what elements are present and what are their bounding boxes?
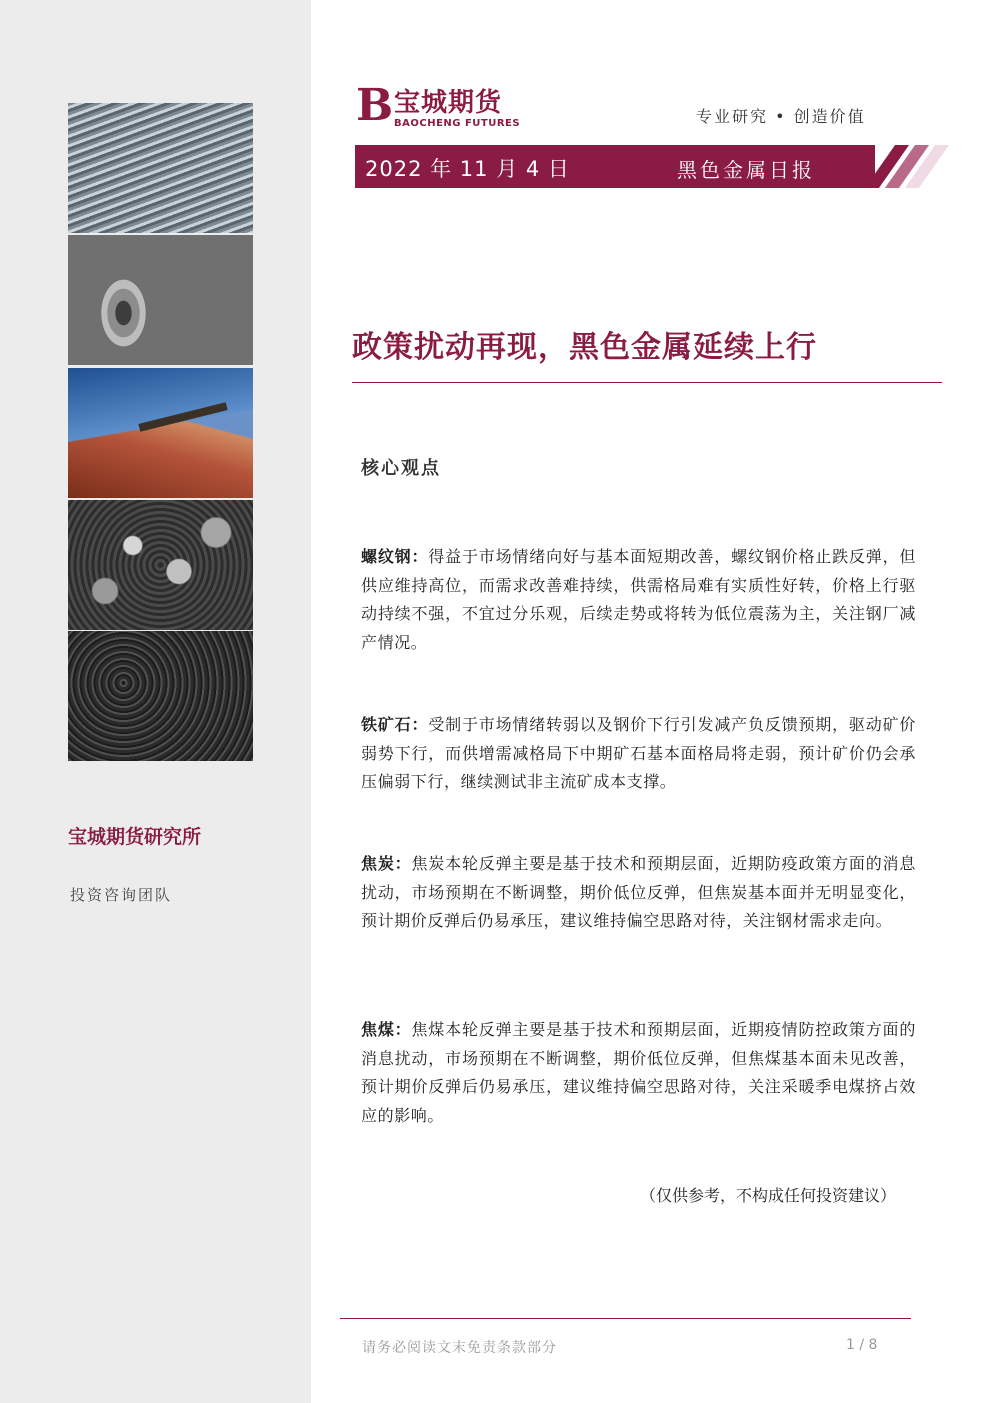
paragraph-text: 受制于市场情绪转弱以及钢价下行引发减产负反馈预期，驱动矿价弱势下行，而供增需减格局下中期矿石基本面格局将走弱，预计矿价仍会承压偏弱下行，继续测试非主流矿成本支撑。 bbox=[361, 715, 917, 791]
paragraph-rebar bbox=[361, 543, 916, 657]
footer-divider bbox=[340, 1318, 911, 1319]
section-heading: 核心观点 bbox=[361, 458, 441, 479]
report-type: 黑色金属日报 bbox=[677, 158, 815, 182]
logo-chinese-name: 宝城期货 bbox=[394, 88, 503, 118]
company-logo bbox=[356, 80, 526, 134]
report-banner bbox=[355, 145, 875, 188]
baocheng-b-logo-icon: B bbox=[356, 80, 394, 131]
paragraph-label: 铁矿石： bbox=[361, 715, 429, 734]
left-sidebar bbox=[0, 0, 311, 1403]
paragraph-coking-coal bbox=[361, 1016, 916, 1130]
paragraph-label: 焦炭： bbox=[361, 854, 412, 873]
coke-photo bbox=[68, 500, 253, 630]
paragraph-text: 焦炭本轮反弹主要是基于技术和预期层面，近期防疫政策方面的消息扰动，市场预期在不断调整，期价低位反弹，但焦炭基本面并无明显变化，预计期价反弹后仍易承压，建议维持偏空思路对待，关注钢材需求走向。 bbox=[361, 854, 916, 930]
report-title: 政策扰动再现，黑色金属延续上行 bbox=[352, 330, 817, 365]
paragraph-coke bbox=[361, 850, 916, 936]
paragraph-label: 焦煤： bbox=[361, 1020, 412, 1039]
footer-notice: 请务必阅读文末免责条款部分 bbox=[362, 1340, 557, 1356]
coking-coal-photo bbox=[68, 631, 253, 761]
paragraph-text: 焦煤本轮反弹主要是基于技术和预期层面，近期疫情防控政策方面的消息扰动，市场预期在不断调整，期价低位反弹，但焦煤基本面未见改善，预计期价反弹后仍易承压，建议维持偏空思路对待，关注采暖季电煤挤占效应的影响。 bbox=[361, 1020, 916, 1125]
steel-coil-photo bbox=[68, 235, 253, 365]
rebar-photo bbox=[68, 103, 253, 233]
sidebar-brand: 宝城期货研究所 bbox=[68, 826, 202, 848]
page-number: 1 / 8 bbox=[846, 1337, 878, 1353]
slogan: 专业研究 • 创造价值 bbox=[696, 107, 866, 126]
paragraph-text: 得益于市场情绪向好与基本面短期改善，螺纹钢价格止跌反弹，但供应维持高位，而需求改善难持续，供需格局难有实质性好转，价格上行驱动持续不强，不宜过分乐观，后续走势或将转为低位震荡为主，关注钢厂减产情况。 bbox=[361, 547, 917, 652]
sidebar-team: 投资咨询团队 bbox=[70, 886, 173, 904]
disclaimer: （仅供参考，不构成任何投资建议） bbox=[640, 1186, 897, 1205]
logo-english-name: BAOCHENG FUTURES bbox=[394, 118, 521, 129]
paragraph-iron-ore bbox=[361, 711, 916, 797]
report-date: 2022 年 11 月 4 日 bbox=[365, 157, 570, 181]
iron-ore-stacker-photo bbox=[68, 368, 253, 498]
title-divider bbox=[352, 382, 942, 383]
paragraph-label: 螺纹钢： bbox=[361, 547, 429, 566]
